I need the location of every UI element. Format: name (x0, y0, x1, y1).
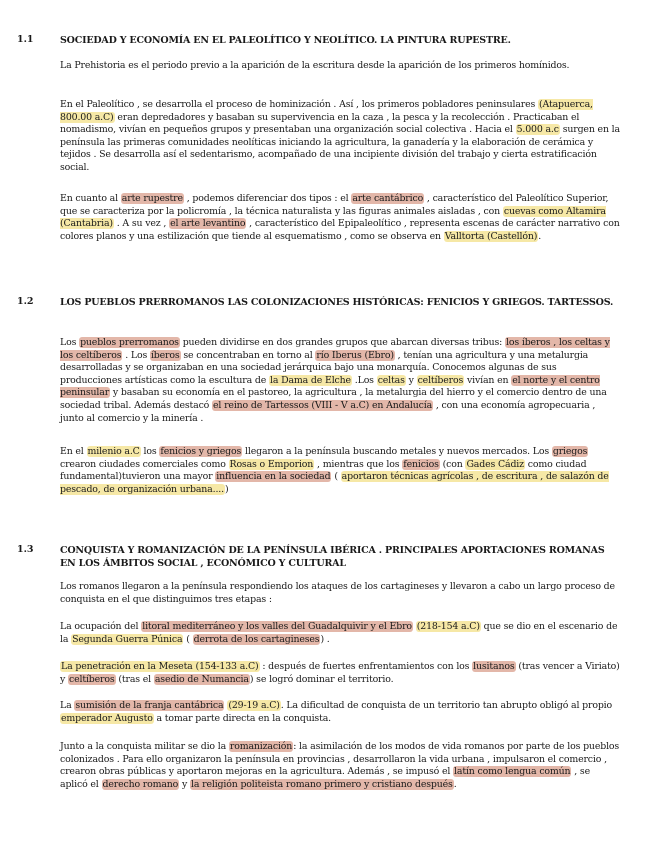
text-run: se concentraban en torno al (180, 349, 316, 361)
highlighted-text: río Iberus (Ebro) (316, 349, 394, 361)
text-run: , mientras que los (314, 458, 403, 470)
section-title: SOCIEDAD Y ECONOMÍA EN EL PALEOLÍTICO Y NEOLÍTICO. LA PINTURA RUPESTRE. (60, 35, 511, 46)
highlighted-text: la Dama de Elche (270, 374, 351, 386)
section-number: 1.3 (17, 544, 34, 555)
text-run: .Los (351, 374, 377, 386)
text-run: , característico del Paleolítico Superior, que se caracteriza por la policromía , la técnica naturalista y las figuras animales aisladas , con (60, 193, 609, 217)
highlighted-text: Segunda Guerra Púnica (72, 633, 183, 645)
highlighted-text: La penetración en la Meseta (154-133 a.C) (61, 661, 259, 672)
text-run: que se dio en el escenario de la (60, 621, 618, 645)
highlighted-text: romanización (229, 741, 293, 752)
text-run: Los (60, 337, 80, 348)
text-run: , podemos diferenciar dos tipos : el (183, 193, 352, 204)
paragraph (60, 661, 620, 686)
text-run: , característico del Epipaleolítico , representa escenas de carácter narrativo con colores planos y una estilización que tiende al esquematismo , como se observa en (60, 218, 620, 242)
highlighted-text: pueblos prerromanos (80, 337, 179, 348)
text-run: . (453, 778, 457, 790)
highlighted-text: sumisión de la franja cantábrica (75, 700, 224, 711)
text-run: y (179, 778, 190, 790)
highlighted-text: lusitanos (473, 661, 515, 672)
text-run: (tras vencer a Viriato) y (60, 661, 620, 685)
section-title: LOS PUEBLOS PRERROMANOS LAS COLONIZACIONES HISTÓRICAS: FENICIOS Y GRIEGOS. TARTESSOS. (60, 297, 614, 308)
highlighted-text: griegos (552, 446, 588, 457)
text-run: : la asimilación de los modos de vida romanos por parte de los pueblos colonizados . Para ello organizaron la península en provincias , desarrollaron la vida urbana , impulsaron el comercio , crearon obras públicas y aportaron mejoras en la agricultura. Además , se impusó el (60, 741, 620, 778)
highlighted-text: (29-19 a.C) (228, 700, 280, 711)
text-run: los (140, 446, 160, 457)
highlighted-text: celtíberos (417, 374, 464, 386)
highlighted-text: Rosas o Emporion (229, 458, 314, 470)
paragraph (60, 581, 620, 606)
highlighted-text: los íberos , los celtas y los celtíberos (60, 337, 610, 361)
text-run: (tras el (115, 673, 154, 685)
text-run: En el Paleolítico , se desarrolla el proceso de hominización . Así , los primeros pobladores peninsulares (60, 99, 539, 110)
text-run: , tenían una agricultura y una metalurgia desarrolladas y se organizaban en una sociedad jerárquica bajo una monarquía. Conocemos algunas de sus producciones artísticas como la escultura de (60, 349, 589, 386)
highlighted-text: Valltorta (Castellón) (444, 230, 538, 242)
section-title: CONQUISTA Y ROMANIZACIÓN DE LA PENÍNSULA IBÉRICA . PRINCIPALES APORTACIONES ROMANAS EN LOS ÁMBITOS SOCIAL , ECONÓMICO Y CULTURAL (60, 545, 605, 569)
text-run: llegaron a la península buscando metales y nuevos mercados. Los (242, 446, 552, 457)
highlighted-text: cuevas como Altamira (Cantabria) (60, 205, 606, 230)
text-run: . A su vez , (113, 218, 170, 230)
text-run: ) (224, 483, 229, 495)
paragraph (60, 99, 620, 175)
text-run: . La dificultad de conquista de un territorio tan abrupto obligó al propio (280, 700, 613, 711)
text-run: La Prehistoria es el periodo previo a la aparición de la escritura desde la aparición de los primeros homínidos. (60, 60, 570, 71)
paragraph (60, 337, 620, 425)
text-run: En cuanto al (60, 193, 121, 204)
highlighted-text: asedio de Numancia (154, 673, 249, 685)
text-run: , se aplicó el (60, 766, 590, 790)
highlighted-text: Gades Cádiz (466, 458, 524, 470)
text-run: , con una economía agropecuaria , junto al comercio y la minería . (60, 399, 596, 424)
highlighted-text: fenicios (403, 458, 439, 470)
text-run: : después de fuertes enfrentamientos con los (259, 661, 473, 672)
section-number: 1.2 (17, 296, 34, 307)
highlighted-text: emperador Augusto (61, 712, 153, 724)
highlighted-text: arte rupestre (121, 193, 183, 204)
text-run: ) . (320, 633, 330, 645)
text-run: a tomar parte directa en la conquista. (153, 712, 331, 724)
paragraph (60, 741, 620, 791)
text-run: pueden dividirse en dos grandes grupos que abarcan diversas tribus: (179, 337, 506, 348)
paragraph (60, 193, 620, 243)
text-run: como ciudad fundamental)tuvieron una mayor (60, 458, 587, 483)
text-run: y (405, 374, 417, 386)
section-number: 1.1 (17, 34, 34, 45)
highlighted-text: influencia en la sociedad (216, 471, 331, 483)
highlighted-text: (218-154 a.C) (416, 621, 480, 632)
text-run: . (538, 230, 542, 242)
highlighted-text: el norte y el centro peninsular (60, 374, 600, 399)
paragraph (60, 621, 620, 646)
highlighted-text: milenio a.C (87, 446, 140, 457)
highlighted-text: íberos (150, 349, 180, 361)
text-run: (con (439, 458, 466, 470)
highlighted-text: litoral mediterráneo y los valles del Guadalquivir y el Ebro (142, 621, 412, 632)
text-run: y basaban su economía en el pastoreo, la agricultura , la metalurgia del hierro y el comercio dentro de una sociedad tribal. Además destacó (60, 387, 607, 411)
paragraph (60, 446, 620, 496)
text-run: crearon ciudades comerciales como (60, 458, 229, 470)
highlighted-text: el arte levantino (170, 218, 246, 230)
highlighted-text: (Atapuerca, 800.00 a.C) (60, 99, 593, 123)
highlighted-text: 5.000 a.c (516, 124, 559, 136)
text-run: En el (60, 446, 87, 457)
text-run: Junto a la conquista militar se dio la (60, 741, 229, 752)
text-run: La ocupación del (60, 621, 142, 632)
text-run: . Los (122, 349, 150, 361)
highlighted-text: fenicios y griegos (160, 446, 242, 457)
text-run: vivían en (464, 374, 512, 386)
highlighted-text: el reino de Tartessos (VIII - V a.C) en Andalucía (213, 399, 433, 411)
highlighted-text: aportaron técnicas agrícolas , de escritura , de salazón de pescado, de organización urbana.... (60, 471, 609, 495)
text-run: ( (331, 471, 341, 483)
highlighted-text: derecho romano (102, 778, 179, 790)
highlighted-text: arte cantábrico (352, 193, 424, 204)
text-run: surgen en la península las primeras comunidades neolíticas iniciando la agricultura, la ganadería y la elaboración de cerámica y tejidos . Se desarrolla así el sedentarismo, acompañado de una incipiente división del trabajo y cierta estratificación social. (60, 124, 620, 173)
paragraph (60, 60, 620, 73)
highlighted-text: celtíberos (68, 673, 115, 685)
highlighted-text: derrota de los cartagineses (193, 633, 320, 645)
highlighted-text: celtas (377, 374, 405, 386)
paragraph (60, 700, 620, 725)
highlighted-text: latín como lengua común (454, 766, 571, 778)
highlighted-text: la religión politeista romano primero y cristiano después (191, 778, 453, 790)
text-run: ( (183, 633, 193, 645)
text-run: ) se logró dominar el territorio. (249, 673, 394, 685)
text-run: La (60, 700, 75, 711)
text-run: Los romanos llegaron a la península respondiendo los ataques de los cartagineses y llevaron a cabo un largo proceso de conquista en el que distinguimos tres etapas : (60, 581, 615, 605)
text-run: eran depredadores y basaban su supervivencia en la caza , la pesca y la recolección . Practicaban el nomadismo, vivían en pequeños grupos y presentaban una organización social colectiva . Hacia el (60, 111, 580, 136)
